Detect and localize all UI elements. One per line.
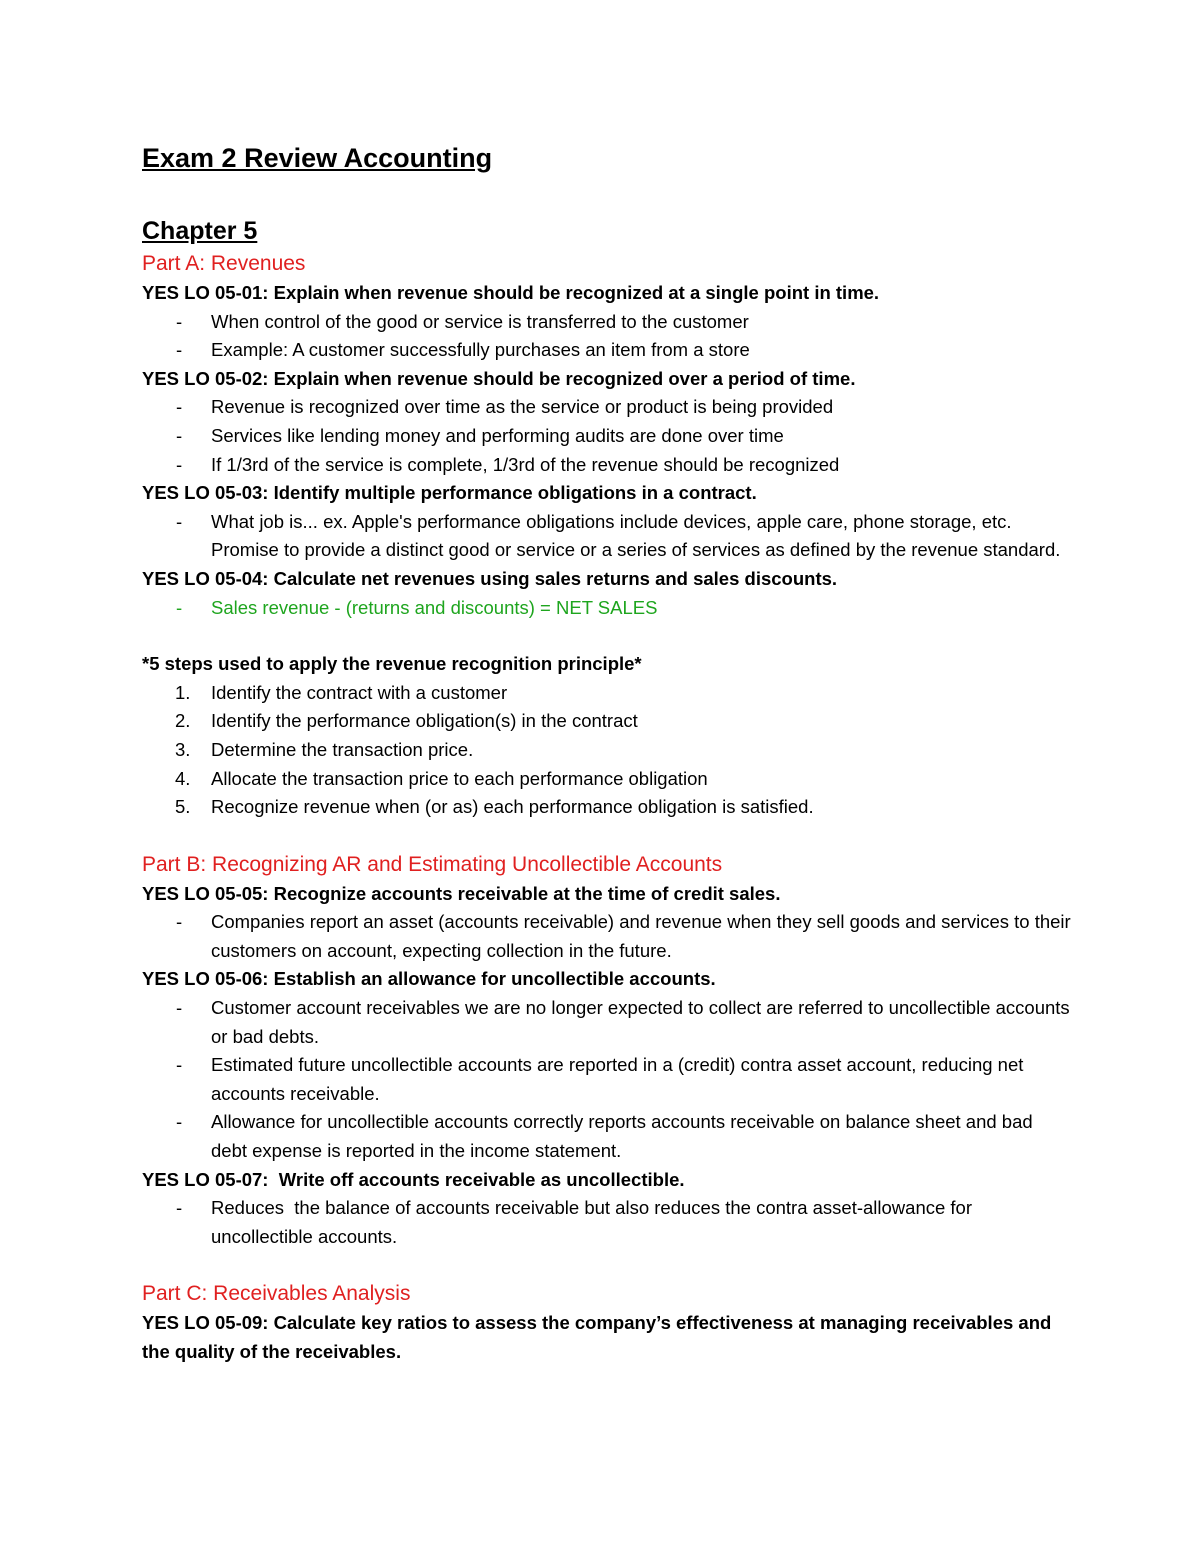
part-c-heading: Part C: Receivables Analysis (142, 1282, 411, 1306)
bullet-text: Services like lending money and performing audits are done over time (211, 424, 784, 446)
lo-text: Establish an allowance for uncollectible accounts. (268, 968, 716, 990)
lo-05-06-bullets (142, 994, 1072, 1166)
bullet-marker: - (176, 310, 183, 332)
list-item (142, 793, 1072, 822)
bullet-marker: - (176, 1054, 183, 1076)
learning-objective-05-09 (142, 1309, 1072, 1366)
bullet-text: Estimated future uncollectible accounts are reported in a (credit) contra asset account, reducing net accounts receivable. (211, 1054, 1024, 1104)
step-number: 1. (175, 681, 191, 703)
bullet-text: Reduces the balance of accounts receivable but also reduces the contra asset-allowance for uncollectible accounts. (211, 1197, 978, 1247)
step-text: Determine the transaction price. (211, 738, 474, 760)
bullet-marker: - (176, 453, 183, 475)
lo-code: YES LO 05-05: (142, 882, 269, 904)
step-text: Identify the contract with a customer (211, 681, 508, 703)
list-item (142, 1194, 1072, 1251)
learning-objective-05-03 (142, 479, 1072, 508)
learning-objective-05-05 (142, 880, 1072, 909)
list-item (142, 508, 1072, 565)
step-number: 4. (175, 767, 191, 789)
list-item (142, 707, 1072, 736)
bullet-text: If 1/3rd of the service is complete, 1/3rd of the revenue should be recognized (211, 453, 840, 475)
bullet-marker: - (176, 510, 183, 532)
list-item (142, 308, 1072, 337)
lo-code: YES LO 05-03: (142, 482, 269, 504)
step-text: Allocate the transaction price to each performance obligation (211, 767, 708, 789)
document-page (142, 140, 1072, 1367)
bullet-text: When control of the good or service is transferred to the customer (211, 310, 749, 332)
chapter-title: Chapter 5 (142, 217, 258, 245)
learning-objective-05-01 (142, 279, 1072, 308)
list-item (142, 765, 1072, 794)
lo-05-03-bullets (142, 508, 1072, 565)
learning-objective-05-07 (142, 1166, 1072, 1195)
list-item (142, 679, 1072, 708)
part-b-heading: Part B: Recognizing AR and Estimating Uncollectible Accounts (142, 852, 723, 876)
bullet-marker: - (176, 396, 183, 418)
bullet-marker: - (176, 1197, 183, 1219)
bullet-text: Example: A customer successfully purchases an item from a store (211, 339, 750, 361)
document-title: Exam 2 Review Accounting (142, 143, 493, 173)
bullet-text: What job is... ex. Apple's performance obligations include devices, apple care, phone storage, etc. Promise to provide a distinct good or service or a series of services as defined by the revenue standard. (211, 510, 1061, 561)
list-item (142, 908, 1072, 965)
list-item (142, 336, 1072, 365)
lo-05-07-bullets (142, 1194, 1072, 1251)
steps-heading: *5 steps used to apply the revenue recognition principle* (142, 653, 642, 675)
list-item (142, 1108, 1072, 1165)
lo-code: YES LO 05-09: (142, 1312, 269, 1334)
lo-05-04-bullets (142, 594, 1072, 623)
list-item (142, 393, 1072, 422)
lo-text: Calculate key ratios to assess the company’s effectiveness at managing receivables and the quality of the receivables. (142, 1312, 1052, 1362)
learning-objective-05-06 (142, 965, 1072, 994)
list-item-net-sales-formula (142, 594, 1072, 623)
lo-text: Recognize accounts receivable at the time of credit sales. (268, 882, 781, 904)
step-number: 3. (175, 738, 191, 760)
lo-05-02-bullets (142, 393, 1072, 479)
lo-05-05-bullets (142, 908, 1072, 965)
step-number: 2. (175, 710, 191, 732)
lo-text: Identify multiple performance obligations in a contract. (268, 482, 757, 504)
learning-objective-05-04 (142, 565, 1072, 594)
bullet-text: Customer account receivables we are no longer expected to collect are referred to uncollectible accounts or bad debts. (211, 997, 1070, 1047)
lo-code: YES LO 05-06: (142, 968, 269, 990)
lo-code: YES LO 05-04: (142, 567, 269, 589)
bullet-text: Revenue is recognized over time as the service or product is being provided (211, 396, 834, 418)
step-text: Identify the performance obligation(s) in the contract (211, 710, 638, 732)
bullet-marker: - (176, 997, 183, 1019)
list-item (142, 736, 1072, 765)
step-text: Recognize revenue when (or as) each performance obligation is satisfied. (211, 796, 814, 818)
bullet-marker: - (176, 1111, 183, 1133)
lo-code: YES LO 05-01: (142, 282, 269, 303)
learning-objective-05-02 (142, 365, 1072, 394)
bullet-text: Allowance for uncollectible accounts correctly reports accounts receivable on balance sheet and bad debt expense is reported in the income statement. (211, 1111, 1033, 1162)
bullet-marker: - (176, 596, 183, 618)
list-item (142, 451, 1072, 480)
list-item (142, 422, 1072, 451)
part-a-heading: Part A: Revenues (142, 252, 306, 275)
lo-text: Explain when revenue should be recognized over a period of time. (268, 367, 856, 389)
lo-code: YES LO 05-07: (142, 1168, 269, 1190)
lo-05-01-bullets (142, 308, 1072, 365)
revenue-recognition-steps (142, 679, 1072, 822)
bullet-text: Sales revenue - (returns and discounts) = NET SALES (211, 596, 658, 618)
lo-text: Calculate net revenues using sales returns and sales discounts. (268, 567, 838, 589)
lo-code: YES LO 05-02: (142, 367, 269, 389)
lo-text: Explain when revenue should be recognized at a single point in time. (268, 282, 880, 303)
bullet-marker: - (176, 424, 183, 446)
bullet-text: Companies report an asset (accounts receivable) and revenue when they sell goods and services to their customers on account, expecting collection in the future. (211, 911, 1071, 961)
list-item (142, 1051, 1072, 1108)
bullet-marker: - (176, 911, 183, 933)
lo-text: Write off accounts receivable as uncollectible. (268, 1168, 685, 1190)
list-item (142, 994, 1072, 1051)
step-number: 5. (175, 796, 191, 818)
bullet-marker: - (176, 339, 183, 361)
